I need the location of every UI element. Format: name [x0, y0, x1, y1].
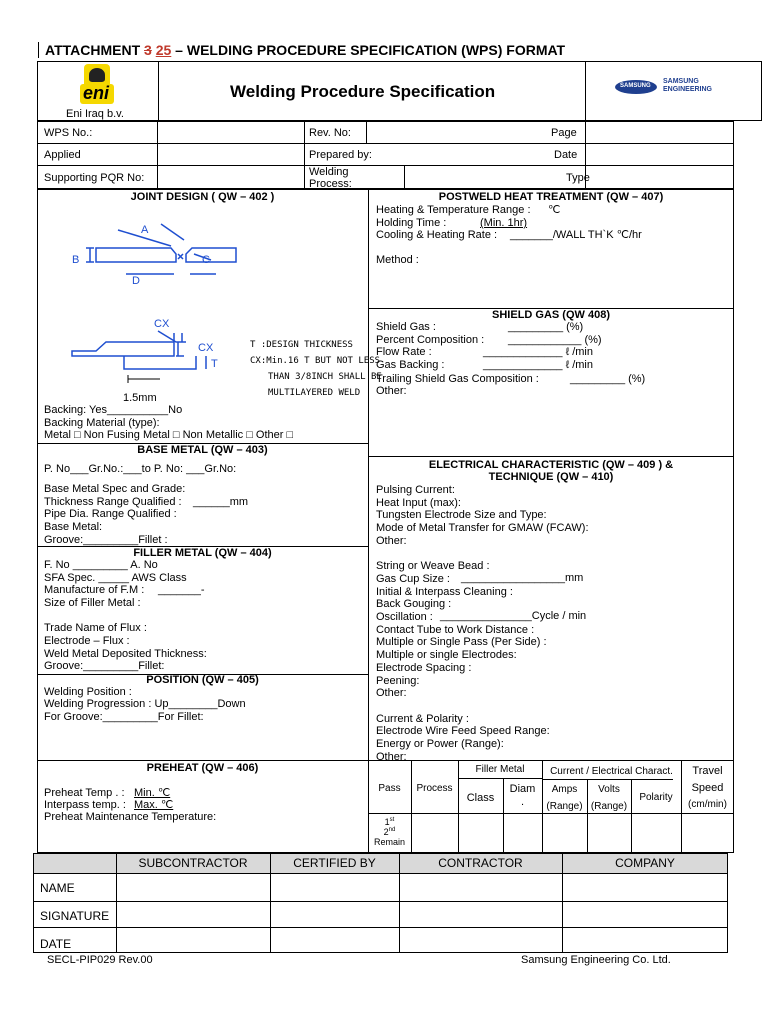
electrical-line: Energy or Power (Range): [376, 738, 504, 751]
joint-design-title: JOINT DESIGN ( QW – 402 ) [130, 191, 275, 203]
electrical-line: Pulsing Current: [376, 484, 455, 496]
rev-no-label: Rev. No: [309, 127, 351, 139]
samsung-logo: SAMSUNG [615, 80, 657, 94]
electrical-line: Initial & Interpass Cleaning : [376, 585, 513, 598]
attachment-number: 25 [155, 42, 172, 58]
struck-number: 3 [144, 42, 152, 58]
electrical-line: Oscillation : [376, 611, 433, 624]
preheat-title: PREHEAT (QW – 406) [146, 762, 259, 774]
electrical-line: String or Weave Bead : [376, 560, 490, 573]
electrical-line: Electrode Spacing : [376, 661, 472, 674]
pqr-no-label: Supporting PQR No: [44, 172, 145, 184]
electrical-line: Gas Cup Size : [376, 572, 450, 585]
process-label-1: Welding [309, 166, 349, 178]
footer-doc-number: SECL-PIP029 Rev.00 [47, 954, 153, 966]
backing-field: Backing: Yes__________No [44, 404, 183, 416]
applied-label: Applied [44, 149, 81, 161]
page-label: Page [551, 127, 577, 139]
signoff-row-signature: SIGNATURE [40, 909, 110, 923]
electrical-line: Multiple or single Electrodes: [376, 649, 517, 662]
page-title: Welding Procedure Specification [230, 82, 496, 101]
dimension-label: 1.5mm [123, 392, 157, 404]
signoff-row-date: DATE [40, 937, 72, 951]
backing-material-field: Backing Material (type): [44, 416, 160, 429]
filler-metal-title: FILLER METAL (QW – 404) [133, 547, 272, 559]
electrical-line: Back Gouging : [376, 598, 452, 611]
signoff-row-name: NAME [40, 881, 75, 895]
electrical-line: Electrode Wire Feed Speed Range: [376, 725, 550, 738]
electrical-line: Tungsten Electrode Size and Type: [376, 509, 547, 522]
electrical-title: ELECTRICAL CHARACTERISTIC (QW – 409 ) & [428, 459, 674, 471]
signoff-header-certified: CERTIFIED BY [293, 856, 376, 870]
electrical-line [376, 548, 589, 561]
pwht-title: POSTWELD HEAT TREATMENT (QW – 407) [438, 191, 664, 203]
electrical-line: Other: [376, 534, 407, 547]
metal-type-checkboxes[interactable]: Metal □ Non Fusing Metal □ Non Metallic □ Other □ [44, 429, 294, 442]
joint-design-diagram [66, 210, 256, 290]
electrical-line: Heat Input (max): [376, 496, 461, 509]
shield-gas-title: SHIELD GAS (QW 408) [492, 309, 610, 321]
electrical-line: Multiple or Single Pass (Per Side) : [376, 636, 547, 649]
footer-company: Samsung Engineering Co. Ltd. [521, 954, 671, 966]
electrical-line: Contact Tube to Work Distance : [376, 623, 535, 636]
electrical-line [376, 700, 589, 713]
company-name: Eni Iraq b.v. [66, 108, 124, 120]
wps-no-label: WPS No.: [44, 127, 93, 139]
signoff-header-company: COMPANY [615, 856, 675, 870]
electrical-line: Peening: [376, 674, 420, 687]
process-label-2: Process: [309, 178, 352, 190]
signoff-header-contractor: CONTRACTOR [438, 856, 523, 870]
electrical-line: Other: [376, 687, 407, 700]
electrical-fields [376, 484, 589, 763]
date-label: Date [554, 149, 578, 161]
electrical-line: Other: [376, 750, 407, 763]
prepared-by-label: Prepared by: [309, 149, 372, 161]
eni-logo: eni [80, 64, 114, 106]
electrical-line: Current & Polarity : [376, 712, 469, 725]
signoff-header-subcontractor: SUBCONTRACTOR [138, 856, 248, 870]
electrical-line: Mode of Metal Transfer for GMAW (FCAW): [376, 522, 589, 535]
position-title: POSITION (QW – 405) [146, 674, 259, 686]
base-metal-title: BASE METAL (QW – 403) [137, 444, 268, 456]
document-header: ATTACHMENT 3 25 – WELDING PROCEDURE SPECIFICATION (WPS) FORMAT [38, 42, 565, 58]
type-label: Type [566, 172, 590, 184]
